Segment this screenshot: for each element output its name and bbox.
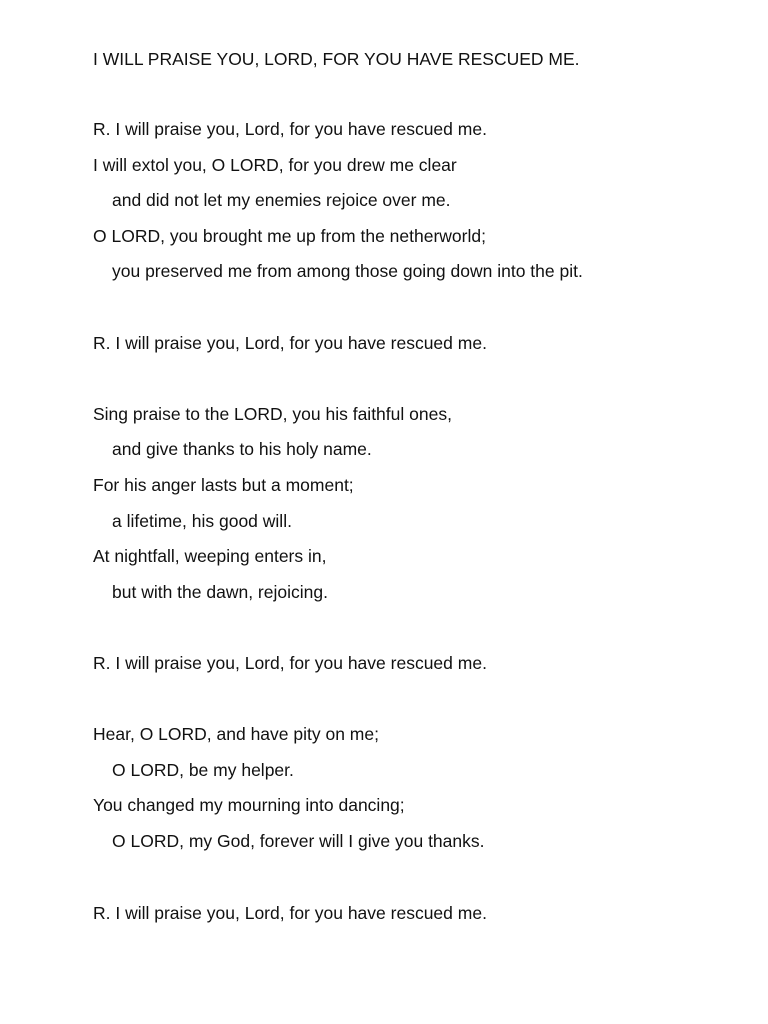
stanza2-line-2: and give thanks to his holy name. (112, 439, 372, 459)
response-line: R. I will praise you, Lord, for you have rescued me. (93, 333, 487, 353)
stanza2-line-3: For his anger lasts but a moment; (93, 475, 354, 495)
stanza2-line-4: a lifetime, his good will. (112, 511, 292, 531)
stanza1-line-2: and did not let my enemies rejoice over me. (112, 190, 451, 210)
stanza2-line-1: Sing praise to the LORD, you his faithful ones, (93, 404, 452, 424)
response-line: R. I will praise you, Lord, for you have rescued me. (93, 119, 487, 139)
response-line: R. I will praise you, Lord, for you have rescued me. (93, 653, 487, 673)
stanza3-line-3: You changed my mourning into dancing; (93, 795, 405, 815)
stanza3-line-4: O LORD, my God, forever will I give you thanks. (112, 831, 485, 851)
psalm-title: I WILL PRAISE YOU, LORD, FOR YOU HAVE RESCUED ME. (93, 49, 580, 69)
stanza1-line-3: O LORD, you brought me up from the netherworld; (93, 226, 486, 246)
stanza1-line-4: you preserved me from among those going down into the pit. (112, 261, 583, 281)
stanza2-line-5: At nightfall, weeping enters in, (93, 546, 327, 566)
stanza3-line-1: Hear, O LORD, and have pity on me; (93, 724, 379, 744)
stanza3-line-2: O LORD, be my helper. (112, 760, 294, 780)
stanza1-line-1: I will extol you, O LORD, for you drew me clear (93, 155, 457, 175)
response-line: R. I will praise you, Lord, for you have rescued me. (93, 903, 487, 923)
stanza2-line-6: but with the dawn, rejoicing. (112, 582, 328, 602)
